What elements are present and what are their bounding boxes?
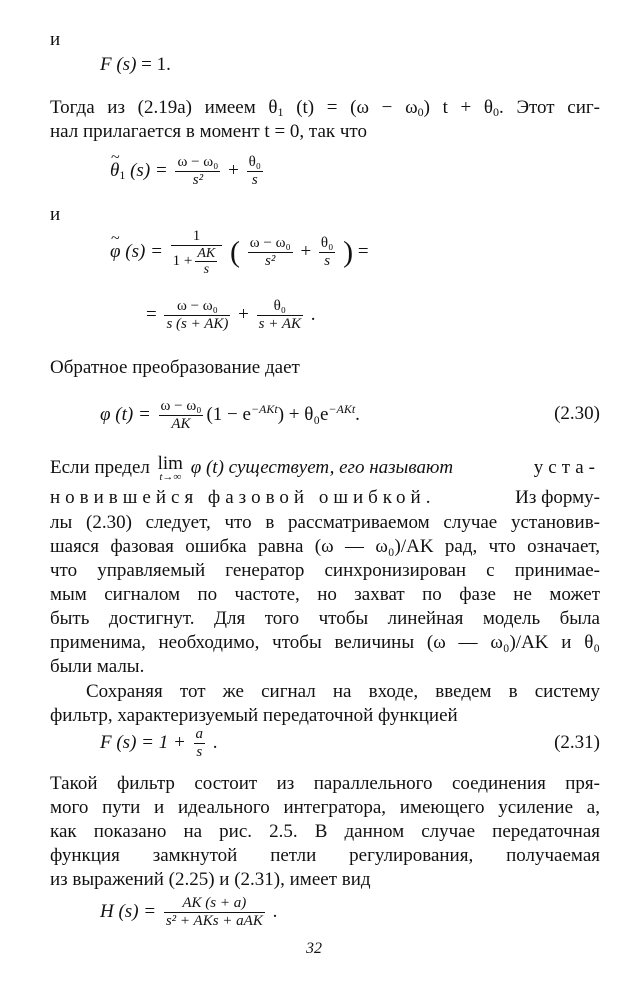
plus: +	[300, 240, 312, 262]
text: ) t + θ	[423, 97, 494, 118]
para2-line5: что управляемый генератор синхронизирован с принимае-	[50, 560, 600, 581]
equation-2-30	[100, 398, 360, 433]
denominator: s²	[265, 253, 276, 269]
para3-line1: Сохраняя тот же сигнал на входе, введем в систему	[86, 681, 600, 702]
equation-H-s	[100, 895, 277, 930]
text: Если предел	[50, 457, 150, 478]
conjunction-and-2: и	[50, 204, 61, 225]
para3-line2: фильтр, характеризуемый передаточной функцией	[50, 705, 458, 726]
para2-line6: мым сигналом по частоте, но захват по фазе не может	[50, 584, 600, 605]
eq-lhs: φ (t) =	[100, 403, 151, 425]
phi-symbol: ~ φ	[110, 241, 121, 263]
para2-line1	[50, 453, 600, 483]
theta-symbol: ~ θ	[110, 160, 119, 182]
spaced-term: уста-	[533, 457, 600, 478]
period: .	[355, 403, 360, 425]
numerator: ω − ω₀	[164, 298, 230, 316]
text: (s) =	[120, 240, 163, 262]
equation-2-31	[100, 726, 218, 761]
fraction	[159, 398, 204, 433]
fraction	[257, 298, 303, 333]
equation-theta1-s	[110, 154, 266, 189]
numerator: ω − ω₀	[160, 398, 202, 414]
spaced-term: новившейся фазовой ошибкой.	[50, 487, 436, 508]
denominator: s	[203, 262, 210, 277]
denominator: s + AK	[258, 316, 301, 332]
fraction	[164, 895, 265, 930]
subscript: 1	[277, 105, 284, 119]
numerator: 1	[171, 228, 223, 246]
para2-line3: лы (2.30) следует, что в рассматриваемом случае установив-	[50, 512, 600, 533]
denominator: s (s + AK)	[166, 316, 229, 332]
left-paren: (	[230, 235, 240, 269]
period: .	[272, 900, 278, 922]
fraction	[164, 298, 230, 333]
denominator: s²	[192, 172, 204, 188]
text: (s) =	[125, 159, 168, 181]
conjunction-and: и	[50, 29, 61, 50]
page-number: 32	[306, 940, 322, 957]
para4-line3: как показано на рис. 2.5. В данном случае передаточная	[50, 821, 600, 842]
lim-subscript: t→∞	[159, 471, 182, 483]
eq-rhs: = 1.	[141, 54, 171, 75]
period: .	[310, 303, 316, 325]
para2-line2	[50, 486, 600, 510]
equals: =	[357, 240, 369, 262]
text: . Этот сиг-	[499, 97, 600, 118]
text: (1 − e	[206, 403, 251, 425]
eq-lhs: H (s) =	[100, 900, 157, 922]
denominator: s	[251, 172, 258, 188]
exponent: −AKt	[328, 401, 356, 416]
equation-phi-s-row2	[146, 298, 315, 333]
denominator: s² + AKs + aAK	[165, 913, 263, 929]
equation-number-2-30: (2.30)	[554, 403, 600, 424]
limit	[157, 453, 183, 483]
numerator: θ₀	[248, 154, 262, 170]
fraction	[247, 154, 263, 189]
text: 1 +	[172, 252, 193, 269]
text: Из форму-	[515, 487, 600, 508]
para4-line1: Такой фильтр состоит из параллельного соединения пря-	[50, 773, 600, 794]
fraction	[171, 228, 223, 277]
lim-word: lim	[157, 453, 183, 474]
text: φ (t) существует, его называют	[190, 457, 454, 478]
text: (t) = (ω − ω	[283, 97, 418, 118]
para2-line9: были малы.	[50, 656, 145, 677]
numerator: θ₀	[257, 298, 303, 316]
para2-line7: быть достигнут. Для того чтобы линейная модель была	[50, 608, 600, 629]
numerator: AK (s + a)	[164, 895, 265, 913]
numerator: a	[195, 726, 204, 742]
fraction	[319, 235, 335, 270]
para1-line1	[50, 96, 600, 120]
denominator: s	[324, 253, 331, 269]
eq-lhs: F (s) = 1 +	[100, 731, 186, 753]
para4-line5: из выражений (2.25) и (2.31), имеет вид	[50, 869, 371, 890]
right-paren: )	[343, 235, 354, 269]
para4-line4: функция замкнутой петли регулирования, получаемая	[50, 845, 600, 866]
para4-line2: мого пути и идеального интегратора, имеющего усиление a,	[50, 797, 600, 818]
denominator: s	[196, 744, 203, 760]
subscript: 1	[119, 167, 126, 182]
equation-phi-s-row1	[110, 228, 369, 277]
text: Тогда из (2.19а) имеем θ	[50, 97, 278, 118]
fraction	[175, 154, 220, 189]
denominator: AK	[171, 416, 191, 432]
numerator: θ₀	[320, 235, 334, 251]
para2-line4: шаяся фазовая ошибка равна (ω — ω₀)/AK рад, что означает,	[50, 536, 600, 557]
subscript: 0	[417, 105, 424, 119]
plus: +	[228, 159, 239, 181]
plus: +	[238, 303, 249, 325]
fraction	[195, 246, 217, 277]
fraction	[248, 235, 293, 270]
numerator: ω − ω₀	[249, 235, 291, 251]
fraction	[194, 726, 206, 761]
exponent: −AKt	[250, 401, 278, 416]
eq-lhs: F (s)	[100, 54, 137, 75]
denominator	[171, 246, 223, 277]
numerator: ω − ω₀	[177, 154, 219, 170]
para1-line2: нал прилагается в момент t = 0, так что	[50, 121, 367, 142]
equals: =	[146, 303, 157, 325]
equation-number-2-31: (2.31)	[554, 732, 600, 753]
numerator: AK	[197, 246, 216, 261]
inverse-transform-line: Обратное преобразование дает	[50, 357, 300, 378]
para2-line8: применима, необходимо, чтобы величины (ω — ω₀)/AK и θ₀	[50, 632, 600, 653]
text: ) + θ₀e	[277, 403, 329, 425]
equation-F-equals-1	[100, 54, 171, 76]
subscript: 0	[493, 105, 500, 119]
period: .	[212, 731, 218, 753]
